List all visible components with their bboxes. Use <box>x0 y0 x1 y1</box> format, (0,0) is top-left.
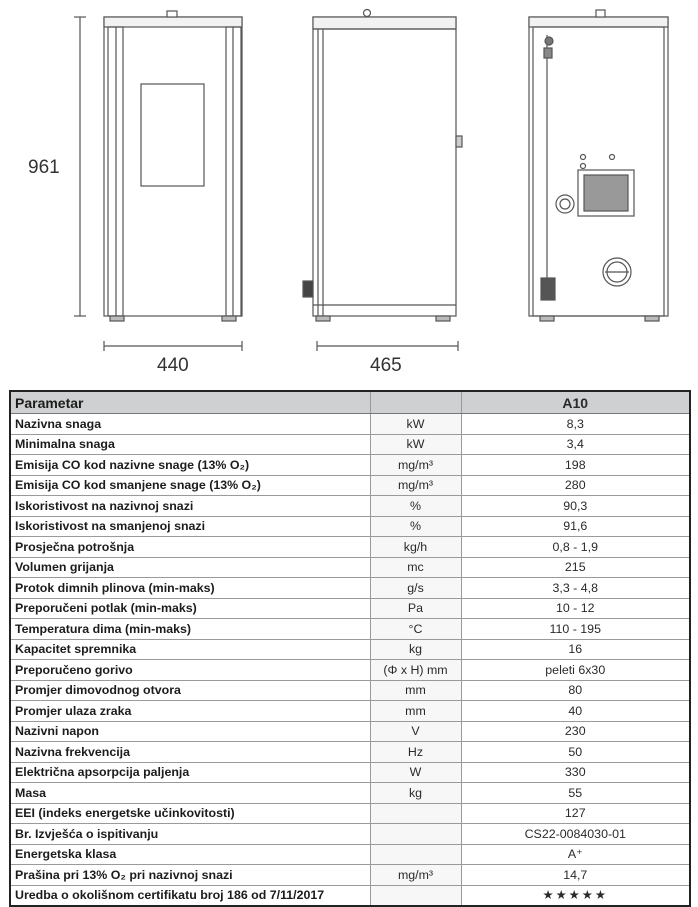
value-cell: 8,3 <box>461 414 690 435</box>
header-parameter: Parametar <box>10 391 370 414</box>
table-header-row <box>10 391 690 414</box>
parameter-cell: Nazivni napon <box>10 721 370 742</box>
table-row <box>10 598 690 619</box>
parameter-cell: Protok dimnih plinova (min-maks) <box>10 578 370 599</box>
value-cell: 110 - 195 <box>461 619 690 640</box>
table-row <box>10 455 690 476</box>
width-dimension-label: 440 <box>157 355 189 376</box>
table-row <box>10 578 690 599</box>
table-row <box>10 721 690 742</box>
value-cell: 40 <box>461 701 690 722</box>
parameter-cell: Promjer dimovodnog otvora <box>10 680 370 701</box>
value-cell: 3,4 <box>461 434 690 455</box>
width-dimension-line <box>104 341 242 351</box>
parameter-cell: Volumen grijanja <box>10 557 370 578</box>
depth-dimension-line <box>317 341 458 351</box>
unit-cell: V <box>370 721 461 742</box>
header-model: A10 <box>461 391 690 414</box>
unit-cell: mg/m³ <box>370 475 461 496</box>
unit-cell: % <box>370 516 461 537</box>
parameter-cell: Prosječna potrošnja <box>10 537 370 558</box>
table-row <box>10 762 690 783</box>
parameter-cell: Preporučeni potlak (min-maks) <box>10 598 370 619</box>
value-cell: CS22-0084030-01 <box>461 824 690 845</box>
stove-technical-drawing <box>0 0 698 385</box>
parameter-cell: Električna apsorpcija paljenja <box>10 762 370 783</box>
parameter-cell: Iskoristivost na smanjenoj snazi <box>10 516 370 537</box>
table-row <box>10 803 690 824</box>
table-row <box>10 680 690 701</box>
parameter-cell: Energetska klasa <box>10 844 370 865</box>
table-row <box>10 475 690 496</box>
parameter-cell: Preporučeno gorivo <box>10 660 370 681</box>
value-cell: A⁺ <box>461 844 690 865</box>
table-row <box>10 701 690 722</box>
parameter-cell: EEI (indeks energetske učinkovitosti) <box>10 803 370 824</box>
table-row <box>10 885 690 906</box>
unit-cell: % <box>370 496 461 517</box>
value-cell: 3,3 - 4,8 <box>461 578 690 599</box>
unit-cell <box>370 803 461 824</box>
value-cell: 50 <box>461 742 690 763</box>
value-cell: ★★★★★ <box>461 885 690 906</box>
unit-cell: mg/m³ <box>370 865 461 886</box>
table-row <box>10 865 690 886</box>
value-cell: 127 <box>461 803 690 824</box>
height-dimension-line <box>74 17 86 316</box>
unit-cell: Hz <box>370 742 461 763</box>
value-cell: 80 <box>461 680 690 701</box>
unit-cell: g/s <box>370 578 461 599</box>
parameter-cell: Emisija CO kod smanjene snage (13% O₂) <box>10 475 370 496</box>
stove-drawing-svg <box>0 0 698 385</box>
table-row <box>10 414 690 435</box>
unit-cell: W <box>370 762 461 783</box>
value-cell: 55 <box>461 783 690 804</box>
table-row <box>10 742 690 763</box>
unit-cell <box>370 824 461 845</box>
back-view <box>529 10 668 321</box>
table-row <box>10 496 690 517</box>
specification-table-body <box>10 391 690 906</box>
unit-cell: kW <box>370 414 461 435</box>
unit-cell: mm <box>370 701 461 722</box>
unit-cell: Pa <box>370 598 461 619</box>
parameter-cell: Prašina pri 13% O₂ pri nazivnoj snazi <box>10 865 370 886</box>
parameter-cell: Br. Izvješća o ispitivanju <box>10 824 370 845</box>
table-row <box>10 434 690 455</box>
table-row <box>10 660 690 681</box>
unit-cell: kg <box>370 639 461 660</box>
value-cell: 280 <box>461 475 690 496</box>
unit-cell: mc <box>370 557 461 578</box>
unit-cell: kg/h <box>370 537 461 558</box>
unit-cell: (Φ x H) mm <box>370 660 461 681</box>
value-cell: 330 <box>461 762 690 783</box>
table-row <box>10 537 690 558</box>
parameter-cell: Promjer ulaza zraka <box>10 701 370 722</box>
unit-cell: kg <box>370 783 461 804</box>
table-row <box>10 783 690 804</box>
front-view <box>104 11 242 321</box>
value-cell: 14,7 <box>461 865 690 886</box>
parameter-cell: Emisija CO kod nazivne snage (13% O₂) <box>10 455 370 476</box>
side-view <box>303 10 462 322</box>
parameter-cell: Nazivna snaga <box>10 414 370 435</box>
value-cell: 10 - 12 <box>461 598 690 619</box>
unit-cell <box>370 844 461 865</box>
table-row <box>10 639 690 660</box>
value-cell: 90,3 <box>461 496 690 517</box>
value-cell: 91,6 <box>461 516 690 537</box>
value-cell: 16 <box>461 639 690 660</box>
table-row <box>10 557 690 578</box>
parameter-cell: Temperatura dima (min-maks) <box>10 619 370 640</box>
parameter-cell: Kapacitet spremnika <box>10 639 370 660</box>
header-unit <box>370 391 461 414</box>
value-cell: 0,8 - 1,9 <box>461 537 690 558</box>
parameter-cell: Iskoristivost na nazivnoj snazi <box>10 496 370 517</box>
parameter-cell: Nazivna frekvencija <box>10 742 370 763</box>
unit-cell: mg/m³ <box>370 455 461 476</box>
parameter-cell: Uredba o okolišnom certifikatu broj 186 od 7/11/2017 <box>10 885 370 906</box>
table-row <box>10 824 690 845</box>
depth-dimension-label: 465 <box>370 355 402 376</box>
height-dimension-label: 961 <box>28 157 60 178</box>
table-row <box>10 619 690 640</box>
unit-cell <box>370 885 461 906</box>
unit-cell: °C <box>370 619 461 640</box>
value-cell: 215 <box>461 557 690 578</box>
unit-cell: kW <box>370 434 461 455</box>
parameter-cell: Masa <box>10 783 370 804</box>
specification-table <box>9 390 691 907</box>
unit-cell: mm <box>370 680 461 701</box>
value-cell: 198 <box>461 455 690 476</box>
parameter-cell: Minimalna snaga <box>10 434 370 455</box>
value-cell: peleti 6x30 <box>461 660 690 681</box>
table-row <box>10 844 690 865</box>
table-row <box>10 516 690 537</box>
value-cell: 230 <box>461 721 690 742</box>
